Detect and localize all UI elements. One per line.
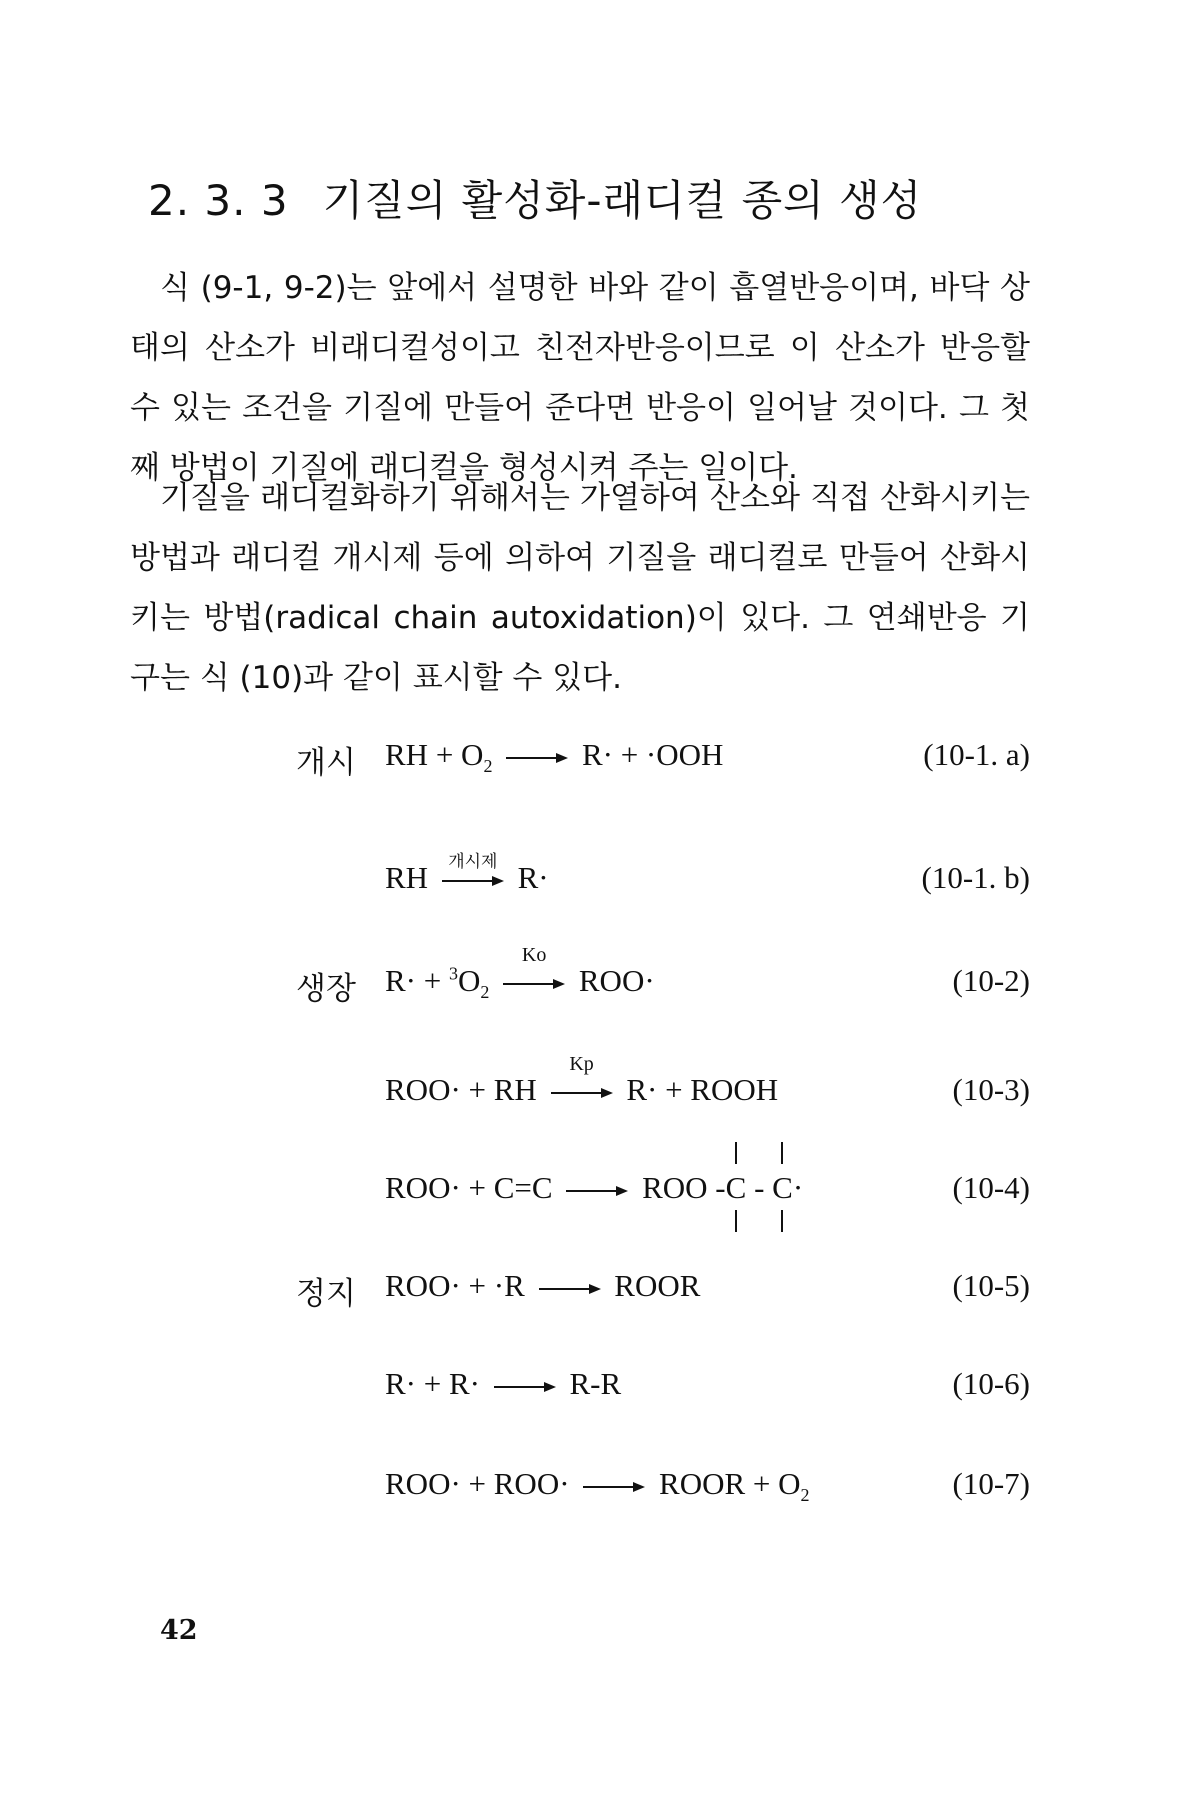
rate-constant-label: Kp (569, 1052, 594, 1075)
section-title: 기질의 활성화-래디컬 종의 생성 (322, 176, 923, 225)
radical-dot: · (792, 1170, 804, 1205)
eq-left: RH (385, 860, 429, 895)
eq-left: ROO· + RH (385, 1072, 537, 1107)
eq-number-10-5: (10-5) (952, 1268, 1030, 1303)
bond-line (735, 1210, 737, 1232)
eq-number-10-1b: (10-1. b) (921, 860, 1030, 895)
eq-number-10-3: (10-3) (952, 1072, 1030, 1107)
equation-10-3 (385, 1052, 779, 1108)
eq-subscript: 2 (483, 756, 493, 777)
section-number: 2. 3. 3 (148, 176, 289, 225)
eq-left: R· + R· (385, 1366, 480, 1401)
eq-right: R· + ·OOH (581, 737, 724, 772)
equation-10-1a (385, 737, 723, 777)
rate-constant-label: Ko (521, 943, 547, 966)
reaction-arrow-icon (539, 1279, 601, 1299)
carbon-symbol: C (725, 1170, 747, 1205)
eq-left: R· + (385, 963, 449, 998)
eq-superscript: 3 (448, 963, 458, 984)
equation-10-6 (385, 1366, 621, 1402)
bond-line (781, 1210, 783, 1232)
eq-right: R· + ROOH (626, 1072, 779, 1107)
bond-line (781, 1142, 783, 1164)
stage-label-propagation: 생장 (296, 971, 356, 1007)
reaction-arrow-icon (503, 943, 565, 994)
paragraph-2: 기질을 래디컬화하기 위해서는 가열하여 산소와 직접 산화시키는 방법과 래디컬 개시제 등에 의하여 기질을 래디컬로 만들어 산화시키는 방법(radical chain autoxidation)이 있다. 그 연쇄반응 기구는 식 (10)과 같이 표시할 수 있다. (130, 480, 1030, 696)
reaction-arrow-icon (506, 748, 568, 768)
eq-number-10-2: (10-2) (952, 963, 1030, 998)
eq-right-prefix: ROO - (642, 1170, 726, 1205)
reaction-arrow-icon (583, 1477, 645, 1497)
reaction-arrow-icon (494, 1377, 556, 1397)
eq-number-10-6: (10-6) (952, 1366, 1030, 1401)
arrow-condition: 개시제 (448, 851, 498, 872)
eq-number-10-1a: (10-1. a) (923, 737, 1030, 772)
carbon-atom-1 (726, 1170, 747, 1206)
eq-right: ROOR (614, 1268, 701, 1303)
paragraph-1: 식 (9-1, 9-2)는 앞에서 설명한 바와 같이 흡열반응이며, 바닥 상태의 산소가 비래디컬성이고 친전자반응이므로 이 산소가 반응할 수 있는 조건을 기질에 만들어 준다면 반응이 일어날 것이다. 그 첫째 방법이 기질에 래디컬을 형성시켜 주는 일이다. (130, 270, 1030, 486)
stage-label-termination: 정지 (296, 1276, 356, 1312)
reaction-arrow-icon (551, 1052, 613, 1103)
carbon-symbol: C (772, 1170, 793, 1205)
eq-left: ROO· + ·R (385, 1268, 525, 1303)
stage-label-initiation: 개시 (296, 745, 356, 781)
eq-number-10-4: (10-4) (952, 1170, 1030, 1205)
eq-left: ROO· + ROO· (385, 1466, 570, 1501)
eq-subscript: 2 (800, 1485, 810, 1506)
reaction-arrow-icon (566, 1181, 628, 1201)
section-heading (148, 168, 922, 228)
equation-10-4 (385, 1170, 803, 1206)
equation-10-1b (385, 851, 549, 896)
page-number: 42 (160, 1615, 198, 1646)
equation-10-5 (385, 1268, 700, 1304)
carbon-atom-2 (772, 1170, 793, 1206)
eq-right: R· (517, 860, 549, 895)
bond-line (735, 1142, 737, 1164)
eq-number-10-7: (10-7) (952, 1466, 1030, 1501)
equation-10-2 (385, 943, 655, 1003)
eq-left: RH + O (385, 737, 484, 772)
reaction-arrow-icon (442, 851, 504, 891)
equation-10-7 (385, 1466, 810, 1506)
eq-right: ROO· (578, 963, 655, 998)
eq-right: R-R (569, 1366, 622, 1401)
bond-dash: - (746, 1170, 773, 1205)
eq-left: ROO· + C=C (385, 1170, 553, 1205)
eq-subscript: 2 (480, 982, 490, 1003)
eq-left-oxygen: O (457, 963, 481, 998)
eq-right: ROOR + O (659, 1466, 801, 1501)
